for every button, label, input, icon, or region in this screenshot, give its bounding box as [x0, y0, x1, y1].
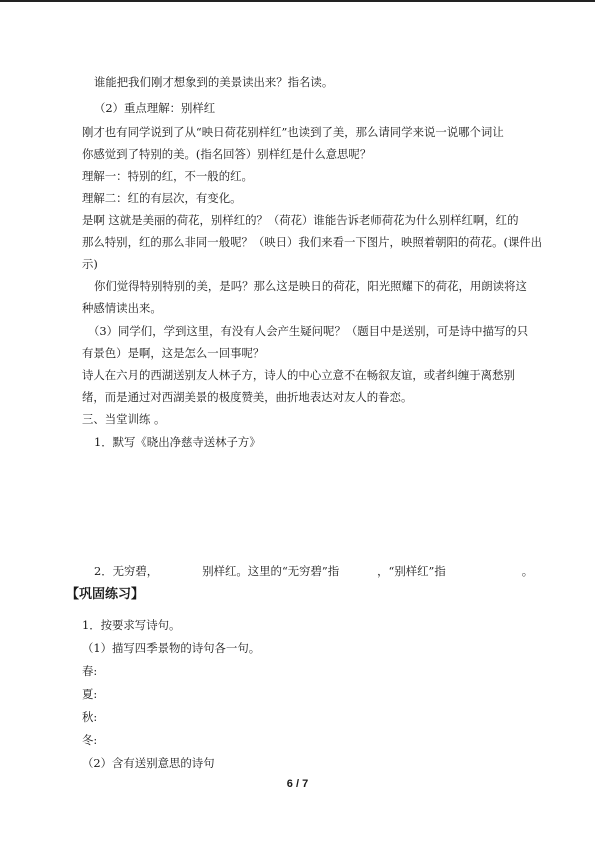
practice-line: （2）含有送别意思的诗句 — [82, 756, 215, 770]
practice-line: 1．按要求写诗句。 — [82, 618, 181, 632]
paragraph-line: 那么特别，红的那么非同一般呢？（映日）我们来看一下图片，映照着朝阳的荷花。(课件出 — [82, 235, 543, 249]
fill-part: 。 — [521, 564, 534, 578]
season-label: 秋: — [82, 710, 98, 724]
section-heading: 【巩固练习】 — [66, 587, 145, 602]
paragraph-line: 刚才也有同学说到了从“映日荷花别样红”也读到了美，那么请同学来说一说哪个词让 — [82, 125, 504, 139]
paragraph-line: 绪，而是通过对西湖美景的极度赞美，曲折地表达对友人的眷恋。 — [82, 390, 413, 404]
paragraph-line: 有景色）是啊，这是怎么一回事呢？ — [82, 346, 265, 360]
paragraph-line: 理解二：红的有层次，有变化。 — [82, 191, 242, 205]
exercise-prompt: 1．默写《晓出净慈寺送林子方》 — [94, 435, 261, 449]
paragraph-line: （3）同学们，学到这里，有没有人会产生疑问呢？（题目中是送别，可是诗中描写的只 — [88, 324, 529, 338]
paragraph-line: 示) — [82, 257, 98, 271]
season-label: 春: — [82, 664, 98, 678]
top-rule — [0, 0, 595, 2]
season-label: 夏: — [82, 687, 98, 701]
paragraph-line: 是啊 这就是美丽的荷花，别样红的？（荷花）谁能告诉老师荷花为什么别样红啊，红的 — [82, 213, 519, 227]
paragraph-line: 谁能把我们刚才想象到的美景读出来？指名读。 — [94, 75, 334, 89]
practice-line: （1）描写四季景物的诗句各一句。 — [82, 641, 261, 655]
paragraph-line: 你感觉到了特别的美。(指名回答）别样红是什么意思呢？ — [82, 147, 372, 161]
season-label: 冬: — [82, 733, 98, 747]
fill-part: 2．无穷碧， — [94, 564, 159, 578]
fill-in-blank-line — [94, 564, 533, 578]
paragraph-line: 诗人在六月的西湖送别友人林子方，诗人的中心立意不在畅叙友谊，或者纠缠于离愁别 — [82, 368, 515, 382]
paragraph-line: 理解一：特别的红，不一般的红。 — [82, 169, 253, 183]
page-number: 6 / 7 — [286, 778, 309, 790]
fill-part: 别样红。这里的“无穷碧”指 — [202, 564, 340, 578]
paragraph-line: （2）重点理解：别样红 — [94, 101, 216, 115]
section-line: 三、当堂训练 。 — [82, 412, 166, 426]
paragraph-line: 你们觉得特别特别的美，是吗？那么这是映日的荷花，阳光照耀下的荷花，用朗读将这 — [94, 279, 527, 293]
paragraph-line: 种感情读出来。 — [82, 301, 162, 315]
fill-part: ，“别样红”指 — [377, 564, 446, 578]
